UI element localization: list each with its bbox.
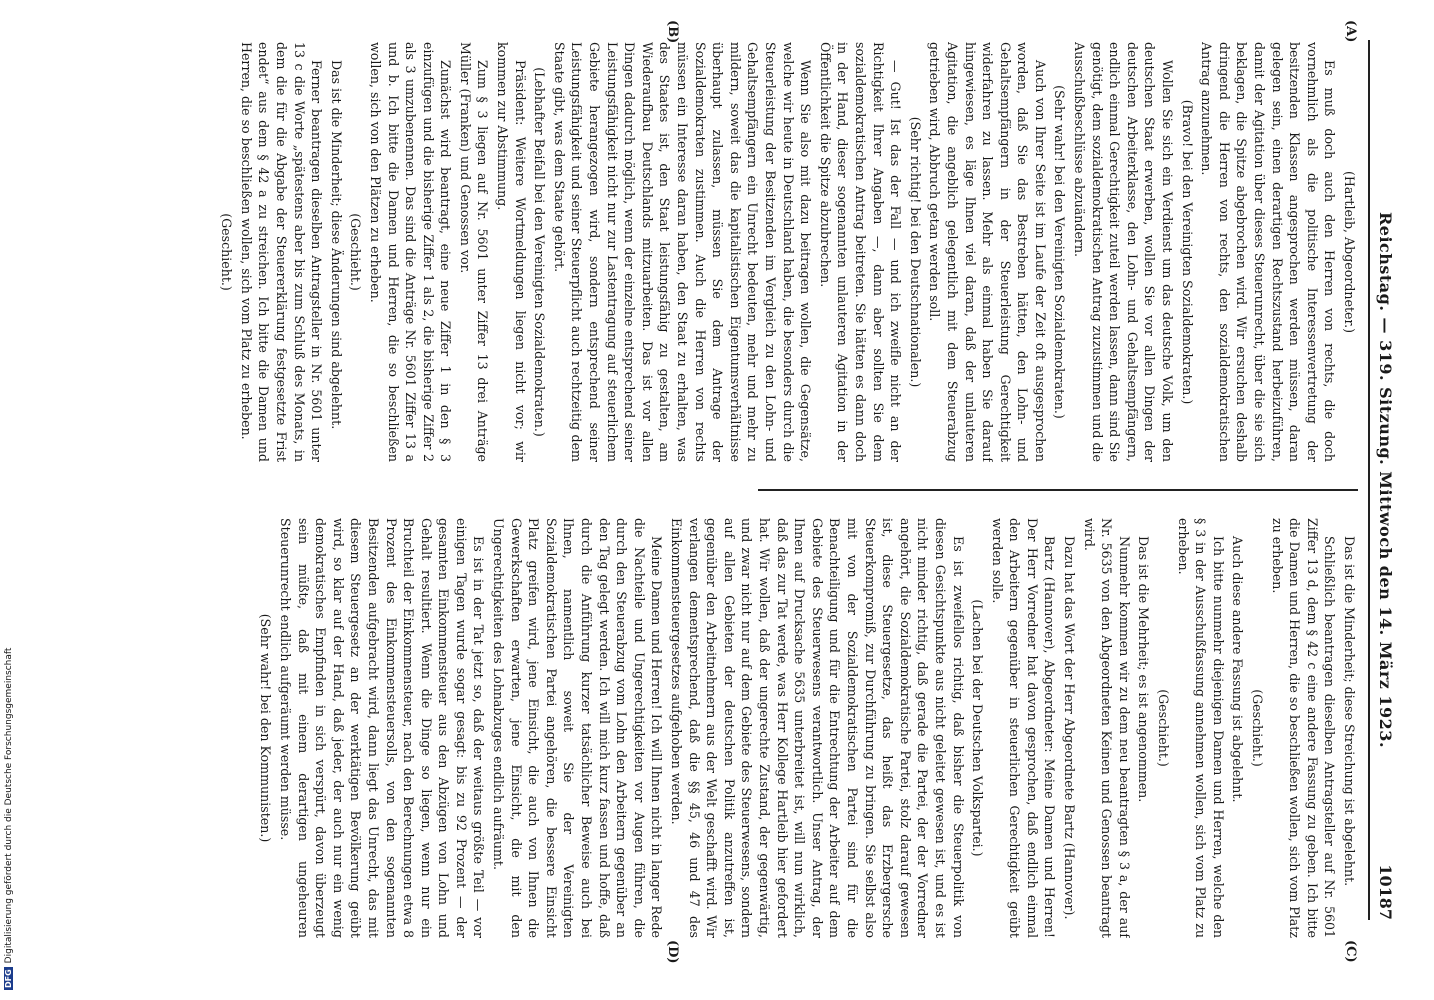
paragraph: — Gut! Ist das der Fall — und ich zweifle nicht an der Richtigkeit Ihrer Angaben —, dann aber sollten Sie dem sozialdemokratischen Antrag beitreten. Sie hätten es dann doch in der Hand, dieser sogenannten unlauteren Agitation in der Öffentlichkeit die Spitze abzubrechen. <box>817 42 904 462</box>
paragraph: Wenn Sie also mit dazu beitragen wollen, die Gegensätze, welche wir heute in Deutschland haben, die besonders durch die Steuerleistung der Besitzenden im Vergleich zu den Lohn- und Gehaltsempfängern ein Unrecht bedeuten, mehr und mehr zu mildern, soweit das die kapitalistischen Eigentumsverhältnisse überhaupt zulassen, müssen Sie dem Antrage der Sozialdemokraten zustimmen. Auch die Herren von rechts müssen ein Interesse daran haben, den Staat zu erhalten, was des Staates ist, den Staat leistungsfähig zu gestalten, am Wiederaufbau Deutschlands mitzuarbeiten. Das ist vor allen Dingen dadurch möglich, wenn der einzelne entsprechend seiner Leistungsfähigkeit nicht nur zur Lastentragung auf steuerlichem Gebiete herangezogen wird, sondern entsprechend seiner Leistungsfähigkeit und seiner Steuerpflicht auch rechtzeitig dem Staate gibt, was dem Staate gehört. <box>551 42 814 462</box>
right-column <box>18 518 1358 938</box>
paragraph: Es ist zweifellos richtig, daß bisher die Steuerpolitik von diesen Gesichtspunkte aus nicht geleitet gewesen ist, und es ist nicht minder richtig, daß gerade die Partei, der der Vorredner angehört, die Sozialdemokratische Partei, stolz darauf gewesen ist, diese Steuergesetze, das heißt das Erzbergersche Steuerkompromiß, zur Durchführung zu bringen. Sie selbst also mit von der Sozialdemokratischen Partei sind für die Benachteiligung und für die Entrechtung der Arbeiter auf dem Gebiete des Steuerwesens verantwortlich. Unser Antrag, der Ihnen auf Drucksache 5635 unterbreitet ist, will nun wirklich, daß das zur Tat werde, was Herr Kollege Hartleib hier gefordert hat. Wir wollen, daß der ungerechte Zustand, der gegenwärtig, und zwar nicht nur auf dem Gebiete des Steuerwesens, sondern auf allen Gebieten der deutschen Politik anzutreffen ist, gegenüber den Arbeitnehmern aus der Welt geschafft wird. Wir verlangen dementsprechend, daß die §§ 45, 46 und 47 des Einkommensteuergesetzes aufgehoben werden. <box>669 518 966 938</box>
page-header <box>1368 40 1400 920</box>
column-divider <box>758 489 1358 491</box>
margin-marker-d: (D) <box>665 940 680 964</box>
margin-marker-b: (B) <box>665 20 680 44</box>
paragraph: Dazu hat das Wort der Herr Abgeordnete Bartz (Hannover). <box>1062 536 1078 920</box>
footer-credit-text: Digitalisierung gefördert durch die Deutsche Forschungsgemeinschaft <box>4 647 14 964</box>
paragraph: Schließlich beantragen dieselben Antragsteller auf Nr. 5601 Ziffer 13 d, dem § 42 c eine andere Fassung zu geben. Ich bitte die Damen und Herren, die so beschließen wollen, sich vom Platz zu erheben. <box>1269 518 1338 938</box>
stage-direction: (Sehr wahr! bei den Vereinigten Sozialdemokraten.) <box>1052 85 1068 419</box>
paragraph: Bartz (Hannover), Abgeordneter: Meine Damen und Herren! Der Herr Vorredner hat davon gesprochen, daß endlich einmal den Arbeitern gegenüber in steuerlichen Gerechtigkeit geübt werden solle. <box>989 518 1058 938</box>
paragraph: Wollen Sie sich ein Verdienst um das deutsche Volk, um den deutschen Staat erwerben, wollen Sie vor allen Dingen der deutschen Arbeiterklasse, den Lohn- und Gehaltsempfängern, endlich einmal Gerechtigkeit zuteil werden lassen, dann sind Sie genötigt, dem sozialdemokratischen Antrag zuzustimmen und die Ausschußbeschlüsse abzuändern. <box>1072 42 1176 462</box>
left-column <box>18 42 1358 462</box>
dfg-logo: DFG <box>4 969 13 988</box>
margin-marker-c: (C) <box>1343 940 1358 963</box>
paragraph: Ferner beantragen dieselben Antragsteller in Nr. 5601 unter 13 c die Worte „spätestens aber bis zum Schluß des Monats, in dem die für die Abgabe der Steuererklärung festgesetzte Frist endet“ aus dem § 42 a zu streichen. Ich bitte die Damen und Herren, die so beschließen wollen, sich vom Platz zu erheben. <box>238 42 325 462</box>
paragraph: Nunmehr kommen wir zu dem neu beantragten § 3 a, der auf Nr. 5635 von den Abgeordneten Keinen und Genossen beantragt wird. <box>1081 518 1132 938</box>
paragraph: Meine Damen und Herren! Ich will Ihnen nicht in langer Rede die Nachteile und Ungerechtigkeiten vor Augen führen, die durch den Steuerabzug vom Lohn den Arbeitern gegenüber an den Tag gelegt werden. Ich will mich kurz fassen und hoffe, daß durch die Anführung kurzer tatsächlicher Beweise auch bei Ihnen, namentlich soweit Sie der Vereinigten Sozialdemokratischen Partei angehören, die bessere Einsicht Platz greifen wird, jene Einsicht, die auch von Ihnen die Gewerkschaften erwarten, jene Einsicht, die mit den Ungerechtigkeiten des Lohnabzuges endlich aufräumt. <box>491 518 665 938</box>
paragraph: Es ist in der Tat jetzt so, daß der weitaus größte Teil — vor einigen Tagen wurde sogar gesagt: bis zu 92 Prozent — der gesamten Einkommensteuer aus den Abzügen von Lohn und Gehalt resultiert. Wenn die Dinge so liegen, wenn nur ein Bruchteil der Einkommensteuer, nach den Berechnungen etwa 8 Prozent des Einkommensteuersolls, von den sogenannten Besitzenden aufgebracht wird, dann liegt das Unrecht, das mit diesem Steuergesetz an der werktätigen Bevölkerung geübt wird, so klar auf der Hand, daß jeder, der auch nur ein wenig demokratisches Empfinden in sich verspürt, davon überzeugt sein müßte, daß mit einem derartigen ungeheuren Steuerunrecht endlich aufgeräumt werden müsse. <box>277 518 487 938</box>
stage-direction: (Geschieht.) <box>1156 689 1172 767</box>
stage-direction: (Sehr richtig! bei den Deutschnationalen.) <box>907 116 923 388</box>
stage-direction: (Geschieht.) <box>1250 689 1266 767</box>
paragraph: Das ist die Minderheit; diese Änderungen sind abgelehnt. <box>328 60 344 430</box>
stage-direction: (Hartleib, Abgeordneter.) <box>1342 170 1357 334</box>
stage-direction: (Geschieht.) <box>219 213 235 291</box>
margin-marker-a: (A) <box>1343 20 1358 43</box>
paragraph: Das ist die Minderheit; diese Streichung ist abgelehnt. <box>1342 536 1357 887</box>
newspaper-page <box>0 20 1400 964</box>
paragraph: Präsident: Weitere Wortmeldungen liegen nicht vor; wir kommen zur Abstimmung. <box>495 42 528 462</box>
page-number: 10187 <box>1376 864 1395 920</box>
paragraph: Auch von Ihrer Seite ist im Laufe der Zeit oft ausgesprochen worden, daß Sie das Bestreben hätten, den Lohn- und Gehaltsempfängern in der Steuerleistung Gerechtigkeit widerfahren zu lassen. Mehr als einmal haben Sie darauf hingewiesen, es läge Ihnen viel daran, daß der unlauteren Agitation, die angeblich gelegentlich mit dem Steuerabzug getrieben wird, Abbruch getan werden soll. <box>927 42 1048 462</box>
header-title: Reichstag. — 319. Sitzung. Mittwoch den 14. März 1923. <box>1376 211 1395 749</box>
stage-direction: (Lebhafter Beifall bei den Vereinigten Sozialdemokraten.) <box>532 67 548 437</box>
stage-direction: (Sehr wahr! bei den Kommunisten.) <box>258 613 274 843</box>
paragraph: Ich bitte nunmehr diejenigen Damen und Herren, welche den § 3 in der Ausschußfassung annehmen wollen, sich vom Platz zu erheben. <box>1175 518 1226 938</box>
paragraph: Auch diese andere Fassung ist abgelehnt. <box>1230 536 1246 803</box>
paragraph: Zum § 3 liegen auf Nr. 5601 unter Ziffer 13 drei Anträge Müller (Franken) und Genossen vor. <box>457 42 491 462</box>
stage-direction: (Bravo! bei den Vereinigten Sozialdemokraten.) <box>1179 99 1195 405</box>
stage-direction: (Lachen bei der Deutschen Volkspartei.) <box>970 599 986 857</box>
stage-direction: (Geschieht.) <box>348 213 364 291</box>
paragraph: Es muß doch auch den Herren von rechts, die doch vornehmlich als die politische Interessenvertretung der besitzenden Klassen angesprochen werden müssen, daran gelegen sein, einen derartigen Rechtszustand herbeizuführen, damit der Agitation über dieses Steuerunrecht, über die sie sich beklagen, die Spitze abgebrochen wird. Wir ersuchen deshalb dringend die Herren von rechts, den sozialdemokratischen Antrag anzunehmen. <box>1199 42 1338 462</box>
paragraph: Zunächst wird beantragt, eine neue Ziffer 1 in den § 3 einzufügen und die bisherige Ziffer 1 als 2, die bisherige Ziffer 2 als 3 umzubenennen. Das sind die Anträge Nr. 5601 Ziffer 13 a und b. Ich bitte die Damen und Herren, die so beschließen wollen, sich von den Plätzen zu erheben. <box>367 42 454 462</box>
paragraph: Das ist die Mehrheit; es ist angenommen. <box>1136 536 1152 803</box>
